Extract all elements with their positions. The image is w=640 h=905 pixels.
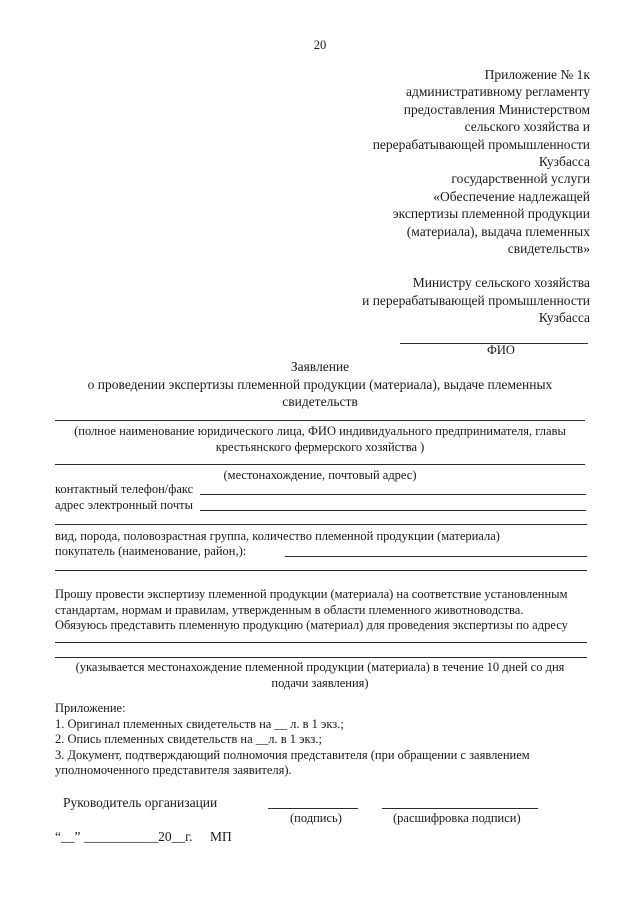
buyer-field-line	[285, 556, 587, 557]
buyer-extra-line	[55, 570, 587, 571]
addressee-line: Кузбасса	[538, 310, 590, 325]
buyer-label: покупатель (наименование, район,):	[55, 544, 247, 558]
attachment-item-3: 3. Документ, подтверждающий полномочия представителя (при обращении с заявлением	[55, 748, 530, 762]
annex-line: перерабатывающей промышленности	[372, 136, 590, 152]
fio-label: ФИО	[487, 343, 515, 357]
phone-label: контактный телефон/факс	[55, 482, 194, 496]
annex-line: «Обеспечение надлежащей	[433, 188, 590, 204]
annex-line: (материала), выдача племенных	[406, 223, 590, 239]
org-name-hint-cont: крестьянского фермерского хозяйства )	[215, 440, 425, 454]
stamp-label: МП	[210, 829, 232, 844]
org-name-line	[55, 420, 585, 421]
attachment-item-2: 2. Опись племенных свидетельств на __л. в 1 экз.;	[55, 732, 322, 746]
document-title: Заявление	[290, 359, 350, 374]
document-subtitle: о проведении экспертизы племенной продукции (материала), выдаче племенных	[87, 377, 553, 392]
page-number: 20	[313, 38, 327, 52]
annex-block	[270, 66, 590, 257]
request-text-line1: Прошу провести экспертизу племенной продукции (материала) на соответствие установленным	[55, 587, 568, 601]
signature-hint: (подпись)	[290, 811, 342, 825]
email-field-line	[200, 510, 586, 511]
request-text-line2: стандартам, нормам и правилам, утвержденным в области племенного животноводства.	[55, 603, 524, 617]
addressee-line: и перерабатывающей промышленности	[362, 292, 590, 308]
address-line	[55, 464, 585, 465]
annex-line: административному регламенту	[406, 84, 590, 100]
request-address-line	[55, 642, 587, 643]
attachments-heading: Приложение:	[55, 701, 126, 715]
addressee-line: Министру сельского хозяйства	[412, 275, 590, 290]
annex-line: Приложение № 1к	[484, 67, 590, 82]
annex-line: государственной услуги	[451, 171, 590, 187]
request-address-line-2	[55, 657, 587, 658]
org-name-hint: (полное наименование юридического лица, ФИО индивидуального предпринимателя, главы	[74, 424, 566, 438]
signature-decode-line	[382, 808, 538, 809]
signature-decode-hint: (расшифровка подписи)	[393, 811, 521, 825]
attachment-item-1: 1. Оригинал племенных свидетельств на __ л. в 1 экз.;	[55, 717, 344, 731]
email-label: адрес электронный почты	[55, 498, 193, 512]
request-hint-cont: подачи заявления)	[271, 676, 369, 690]
signature-line	[268, 808, 358, 809]
addressee-block	[250, 274, 590, 327]
attachment-item-3-cont: уполномоченного представителя заявителя).	[55, 763, 292, 777]
annex-line: экспертизы племенной продукции	[392, 206, 590, 222]
head-label: Руководитель организации	[63, 795, 218, 810]
annex-line: сельского хозяйства и	[464, 119, 590, 135]
product-hint: вид, порода, половозрастная группа, количество племенной продукции (материала)	[55, 529, 500, 543]
product-line	[55, 524, 587, 525]
phone-field-line	[200, 494, 586, 495]
request-hint: (указывается местонахождение племенной продукции (материала) в течение 10 дней со дня	[75, 660, 565, 674]
annex-line: свидетельств»	[507, 241, 590, 257]
document-subtitle-cont: свидетельств	[282, 394, 358, 409]
annex-line: Кузбасса	[538, 154, 590, 170]
address-hint: (местонахождение, почтовый адрес)	[223, 468, 417, 482]
annex-line: предоставления Министерством	[403, 101, 590, 117]
request-text-line3: Обязуюсь представить племенную продукцию (материал) для проведения экспертизы по адресу	[55, 618, 568, 632]
date-line: “__” ___________20__г.	[55, 829, 193, 844]
